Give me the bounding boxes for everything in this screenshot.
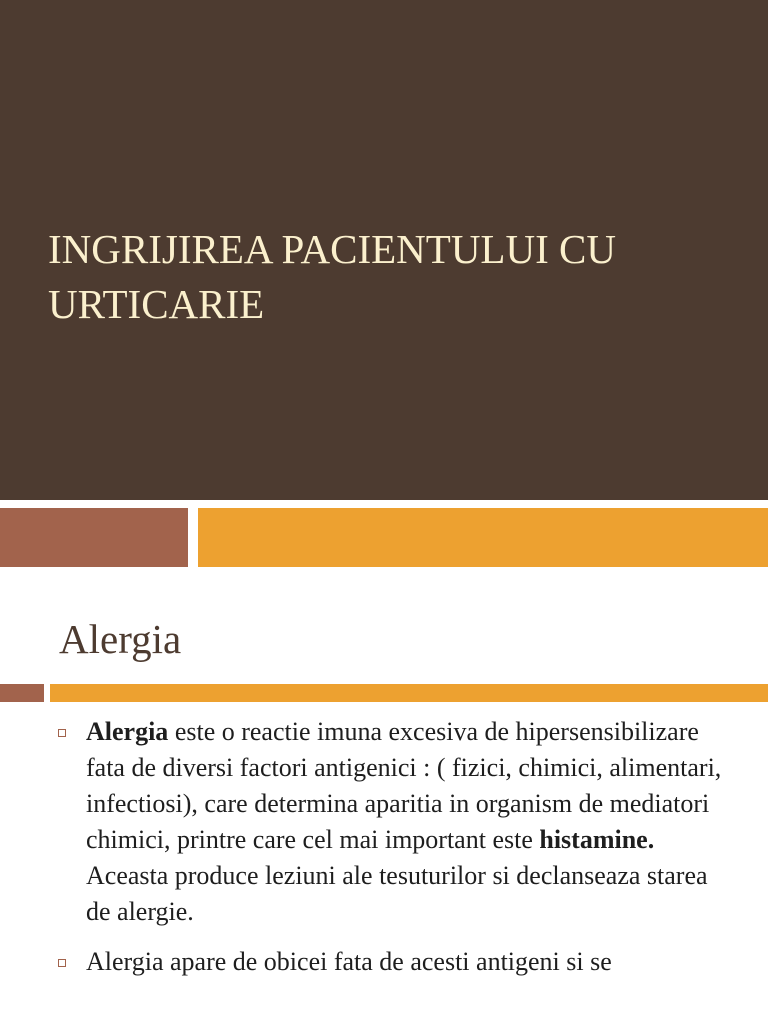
bullet-term-histamine: histamine. xyxy=(539,825,655,854)
bullet-text: este o reactie imuna excesiva de hipersensibilizare fata de diversi factori antigenici : ( fizici, chimici, alimentari, infectiosi), care determina aparitia in organism de mediatori chimici, printre care cel mai important este xyxy=(86,717,722,854)
bullet-term: Alergia xyxy=(86,717,169,746)
slide-heading: Alergia xyxy=(59,616,182,662)
bullet-item xyxy=(0,714,768,930)
title-slide xyxy=(0,0,768,500)
heading-underline-brown xyxy=(0,684,44,702)
slide-title: INGRIJIREA PACIENTULUI CU URTICARIE xyxy=(48,226,616,327)
accent-bar-brown xyxy=(0,508,188,567)
accent-bar-orange xyxy=(198,508,768,567)
bullet-item xyxy=(0,944,768,980)
hollow-square-bullet-icon xyxy=(58,959,66,967)
hollow-square-bullet-icon xyxy=(58,729,66,737)
bullet-text-continued: Aceasta produce leziuni ale tesuturilor si declanseaza starea de alergie. xyxy=(86,861,708,926)
bullet-list xyxy=(0,714,768,994)
heading-underline-orange xyxy=(50,684,768,702)
bullet-text: Alergia apare de obicei fata de acesti antigeni si se xyxy=(86,947,612,976)
